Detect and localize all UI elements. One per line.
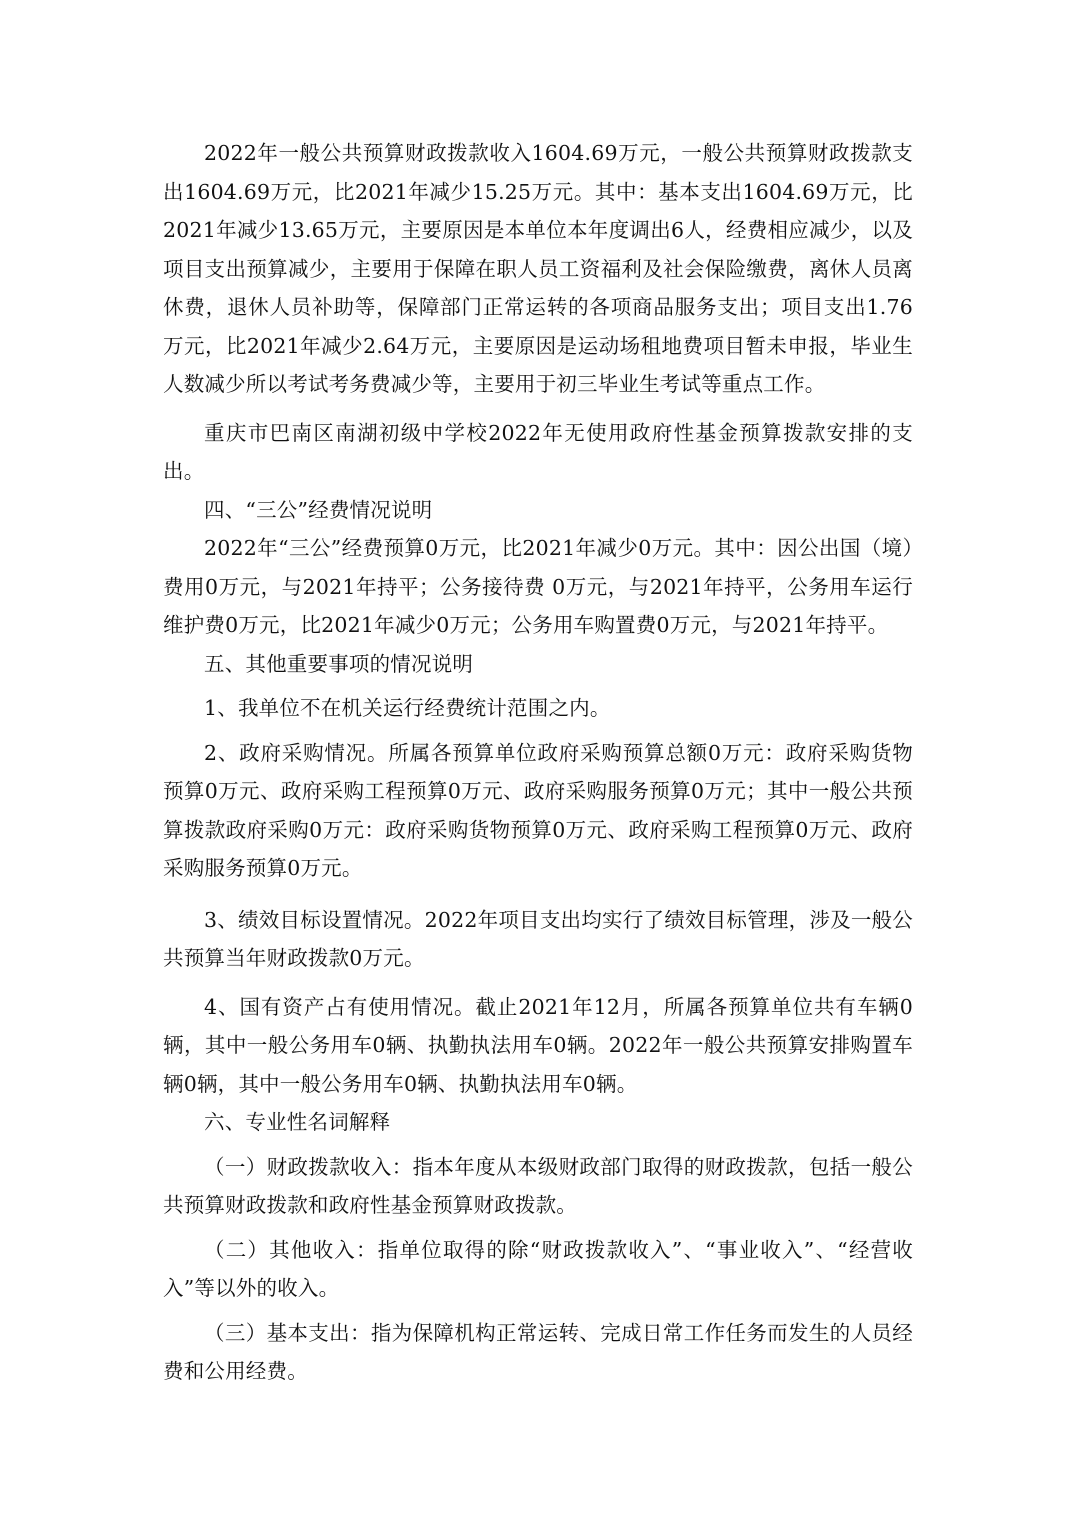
section-heading-three-public: 四、“三公”经费情况说明 [204, 497, 433, 522]
paragraph-item-2: 2、政府采购情况。所属各预算单位政府采购预算总额0万元：政府采购货物预算0万元、政府采购工程预算0万元、政府采购服务预算0万元；其中一般公共预算拨款政府采购0万元：政府采购货物预算0万元、政府采购工程预算0万元、政府采购服务预算0万元。 [163, 740, 913, 880]
paragraph-three-public: 2022年“三公”经费预算0万元，比2021年减少0万元。其中：因公出国（境）费用0万元，与2021年持平；公务接待费 0万元，与2021年持平，公务用车运行维护费0万元，比2021年减少0万元；公务用车购置费0万元，与2021年持平。 [163, 536, 913, 637]
paragraph-general-budget: 2022年一般公共预算财政拨款收入1604.69万元，一般公共预算财政拨款支出1604.69万元，比2021年减少15.25万元。其中：基本支出1604.69万元，比2021年减少13.65万元，主要原因是本单位本年度调出6人，经费相应减少，以及项目支出预算减少，主要用于保障在职人员工资福利及社会保险缴费，离休人员离休费，退休人员补助等，保障部门正常运转的各项商品服务支出；项目支出1.76万元，比2021年减少2.64万元，主要原因是运动场租地费项目暂未申报，毕业生人数减少所以考试考务费减少等，主要用于初三毕业生考试等重点工作。 [163, 141, 913, 396]
section-heading-terms: 六、专业性名词解释 [204, 1110, 391, 1134]
paragraph-term-1: （一）财政拨款收入：指本年度从本级财政部门取得的财政拨款，包括一般公共预算财政拨款和政府性基金预算财政拨款。 [163, 1154, 913, 1217]
paragraph-item-1: 1、我单位不在机关运行经费统计范围之内。 [204, 696, 611, 720]
paragraph-item-4: 4、国有资产占有使用情况。截止2021年12月，所属各预算单位共有车辆0辆，其中一般公务用车0辆、执勤执法用车0辆。2022年一般公共预算安排购置车辆0辆，其中一般公务用车0辆、执勤执法用车0辆。 [163, 994, 913, 1096]
section-heading-other-matters: 五、其他重要事项的情况说明 [204, 651, 474, 676]
document-page [163, 134, 913, 1391]
paragraph-term-3: （三）基本支出：指为保障机构正常运转、完成日常工作任务而发生的人员经费和公用经费。 [163, 1320, 913, 1383]
paragraph-term-2: （二）其他收入：指单位取得的除“财政拨款收入”、“事业收入”、“经营收入”等以外的收入。 [163, 1237, 913, 1300]
paragraph-fund-budget: 重庆市巴南区南湖初级中学校2022年无使用政府性基金预算拨款安排的支出。 [163, 420, 913, 483]
paragraph-item-3: 3、绩效目标设置情况。2022年项目支出均实行了绩效目标管理，涉及一般公共预算当年财政拨款0万元。 [163, 907, 913, 970]
